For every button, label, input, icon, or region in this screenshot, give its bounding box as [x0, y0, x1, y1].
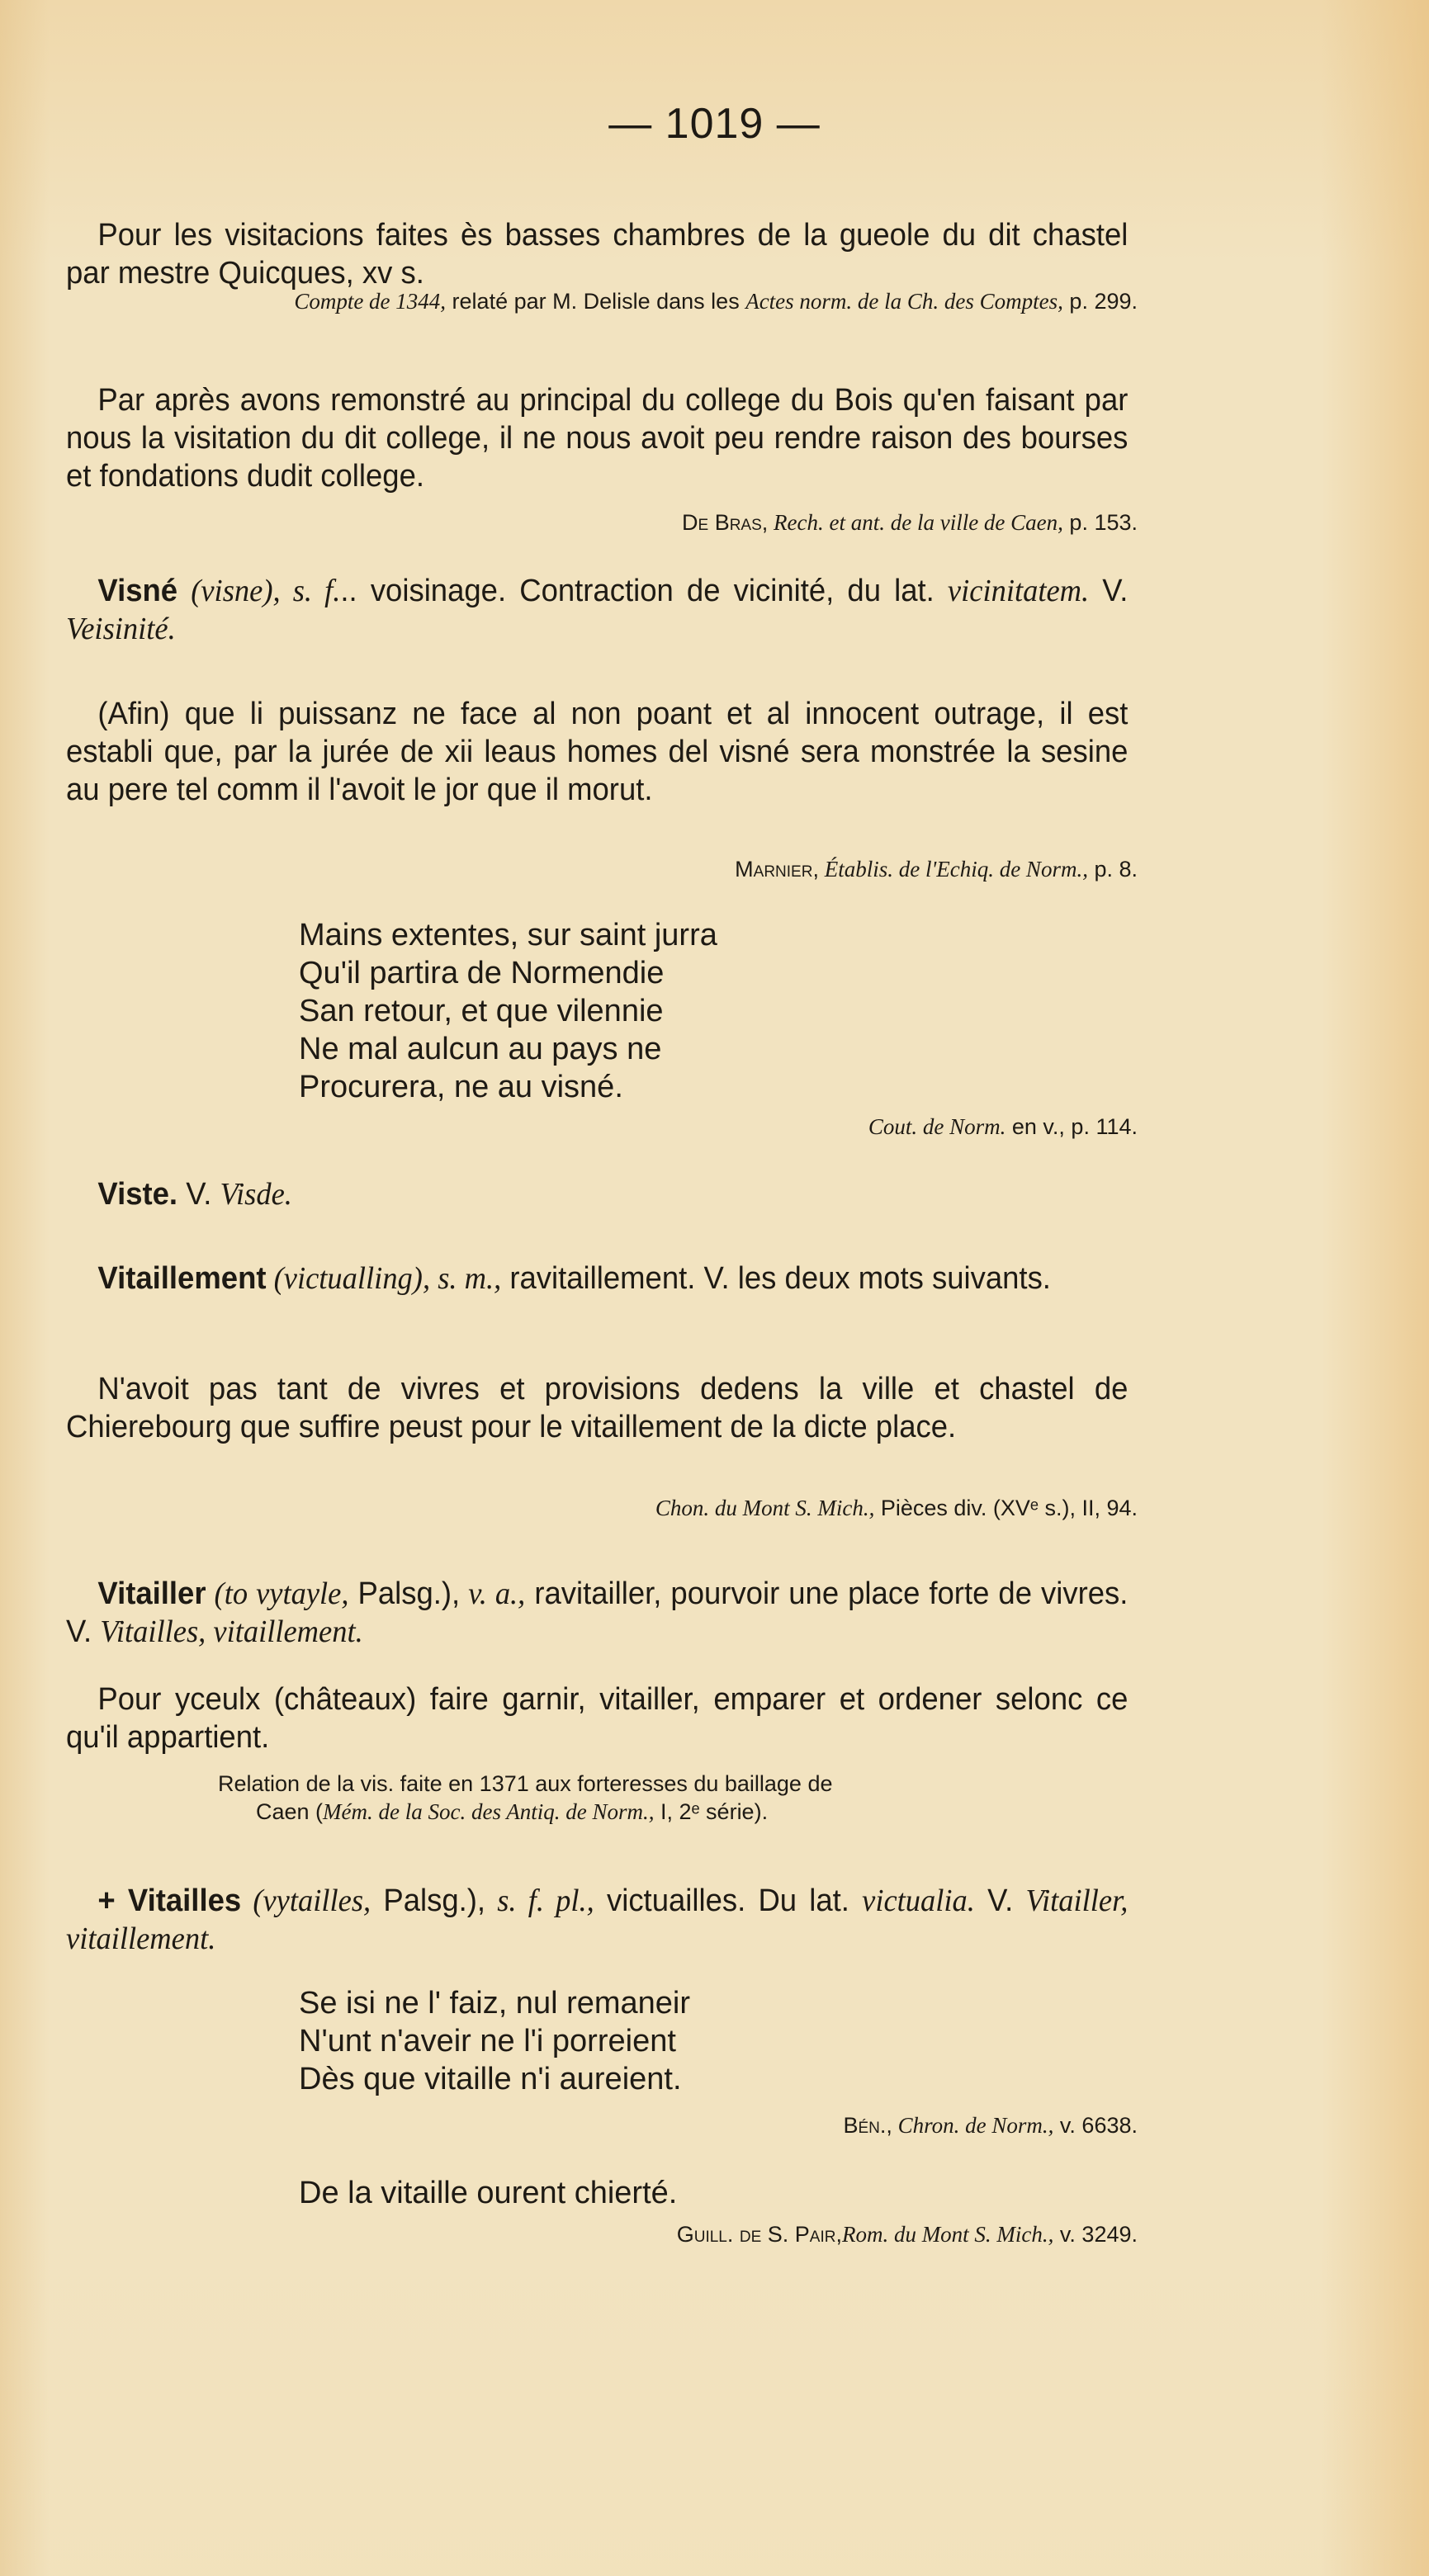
source-cout-de-norm: Cout. de Norm. en v., p. 114.	[868, 1114, 1138, 1139]
verse-line: N'unt n'aveir ne l'i porreient	[299, 2024, 676, 2058]
source-compte-1344: Compte de 1344, relaté par M. Delisle dans les Actes norm. de la Ch. des Comptes, p. 299.	[294, 289, 1138, 314]
entry-vitailles: + Vitailles (vytailles, Palsg.), s. f. pl., victuailles. Du lat. victualia. V. Vitailler, vitaillement.	[66, 1884, 1129, 1956]
verse-line: Ne mal aulcun au pays ne	[299, 1032, 662, 1066]
verse-line: Mains extentes, sur saint jurra	[299, 918, 717, 952]
quote-text: Pour les visitacions faites ès basses chambres de la gueole du dit chastel par mestre Quicques, xv s.	[66, 218, 1129, 291]
entry-vitailler: Vitailler (to vytayle, Palsg.), v. a., ravitailler, pourvoir une place forte de vivres. V. Vitailles, vitaillement.	[66, 1576, 1129, 1649]
page-number: — 1019 —	[608, 100, 821, 148]
quote-afin	[66, 695, 1172, 809]
entry-vitaillement: Vitaillement (victualling), s. m., ravitaillement. V. les deux mots suivants.	[97, 1261, 1051, 1296]
quote-text: Par après avons remonstré au principal du college du Bois qu'en faisant par nous la visitation du dit college, il ne nous avoit peu rendre raison des bourses et fondations dudit college.	[66, 383, 1129, 494]
headword: Vitailles	[127, 1884, 242, 1918]
quote-chierebourg	[66, 1370, 1172, 1446]
source-relation-1371: Relation de la vis. faite en 1371 aux forteresses du baillage de Caen (Mém. de la Soc. des Antiq. de Norm., I, 2ᵉ série).	[218, 1771, 833, 1824]
quote-visitacions	[66, 216, 1172, 292]
entry-visne: Visné (visne), s. f... voisinage. Contraction de vicinité, du lat. vicinitatem. V. Veisinité.	[66, 574, 1129, 646]
source-guill-de-s-pair: Guill. de S. Pair,Rom. du Mont S. Mich., v. 3249.	[676, 2222, 1138, 2247]
verse-line: Se isi ne l' faiz, nul remaneir	[299, 1986, 691, 2021]
verse-line: San retour, et que vilennie	[299, 994, 664, 1028]
headword: Visné	[97, 574, 178, 608]
source-chon-mont-s-mich: Chon. du Mont S. Mich., Pièces div. (XVᵉ s.), II, 94.	[655, 1496, 1138, 1520]
verse-line: Qu'il partira de Normendie	[299, 956, 665, 990]
source-de-bras: De Bras, Rech. et ant. de la ville de Caen, p. 153.	[682, 510, 1138, 535]
verse-line: Procurera, ne au visné.	[299, 1070, 623, 1104]
quote-yceulx	[66, 1680, 1172, 1756]
headword: Viste.	[97, 1177, 178, 1212]
cross-marker-icon: +	[97, 1884, 116, 1918]
entry-viste: Viste. V. Visde.	[97, 1177, 292, 1212]
headword: Vitaillement	[97, 1261, 267, 1296]
quote-text: (Afin) que li puissanz ne face al non poant et al innocent outrage, il est establi que, par la jurée de xii leaus homes del visné sera monstrée la sesine au pere tel comm il l'avoit le jor que il morut.	[66, 697, 1129, 807]
source-marnier: Marnier, Établis. de l'Echiq. de Norm., p. 8.	[735, 857, 1138, 882]
verse-se-isi	[299, 1984, 690, 2098]
verse-line: De la vitaille ourent chierté.	[299, 2176, 678, 2210]
verse-mains-extentes	[299, 916, 717, 1106]
verse-de-la-vitaille	[299, 2174, 677, 2212]
quote-text: N'avoit pas tant de vivres et provisions dedens la ville et chastel de Chierebourg que suffire peust pour le vitaillement de la dicte place.	[66, 1372, 1129, 1444]
quote-text: Pour yceulx (châteaux) faire garnir, vitailler, emparer et ordener selonc ce qu'il appartient.	[66, 1682, 1129, 1755]
quote-college-du-bois	[66, 381, 1172, 495]
headword: Vitailler	[97, 1576, 206, 1611]
verse-line: Dès que vitaille n'i aureient.	[299, 2062, 682, 2096]
source-ben-chron: Bén., Chron. de Norm., v. 6638.	[843, 2113, 1138, 2138]
